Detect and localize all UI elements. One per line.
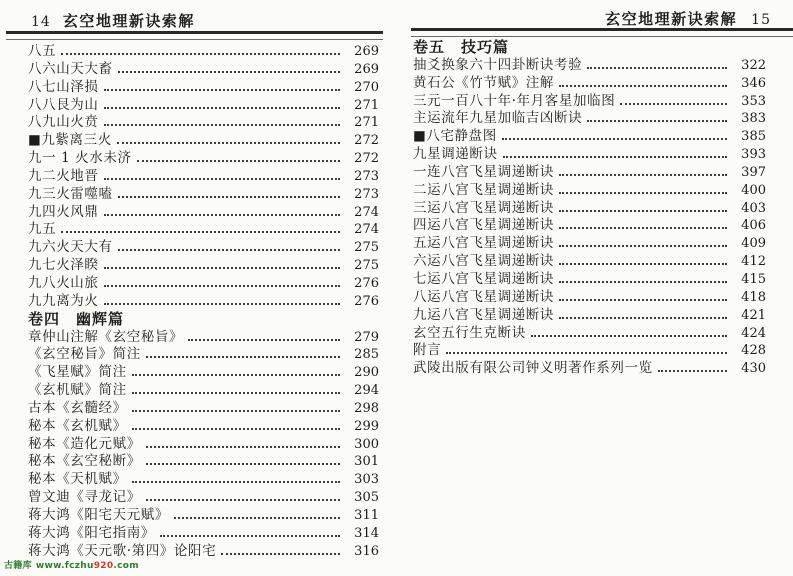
toc-page-number: 294 (354, 383, 379, 399)
toc-entry-title: ■八宅静盘图 (413, 128, 497, 145)
dot-leader (502, 128, 727, 140)
toc-entry-title: 黄石公《竹节赋》注解 (413, 74, 554, 91)
toc-row (28, 186, 379, 204)
toc-entry-title: 秘本《天机赋》 (28, 471, 127, 488)
toc-entry-title: 九八火山旅 (28, 274, 99, 291)
toc-entry-title: 《玄机赋》简注 (28, 382, 127, 399)
toc-row (413, 75, 766, 93)
toc-row (28, 489, 379, 507)
toc-row (28, 79, 379, 97)
toc-row (413, 200, 766, 218)
toc-entry-title: 玄空五行生克断诀 (413, 324, 526, 341)
toc-page-number: 385 (741, 129, 766, 145)
header-rule (411, 28, 793, 37)
toc-page-number: 285 (354, 347, 379, 363)
dot-leader (104, 114, 341, 126)
toc-entry-title: 蒋大鸿《阳宅天元赋》 (28, 506, 169, 523)
toc-page-number: 421 (741, 307, 766, 323)
toc-page-number: 276 (354, 275, 379, 291)
dot-leader (104, 275, 341, 287)
dot-leader (104, 293, 341, 305)
toc-page-number: 279 (354, 329, 379, 345)
dot-leader (132, 400, 340, 412)
dot-leader (559, 271, 727, 283)
dot-leader (104, 168, 341, 180)
watermark-url-suffix: .com (113, 561, 139, 571)
toc-entry-title: 三运八宫飞星调递断诀 (413, 199, 554, 216)
watermark-url-prefix: www.fczhu (35, 561, 94, 571)
dot-leader (559, 75, 727, 87)
toc-page-number: 300 (354, 436, 379, 452)
toc-entry-title: 八五 (28, 43, 57, 59)
dot-leader (174, 507, 340, 519)
toc-row (413, 128, 766, 146)
toc-entry-title: 蒋大鸿《阳宅指南》 (28, 524, 155, 541)
toc-page-number: 311 (354, 507, 379, 523)
toc-entry-title: 七运八宫飞星调递断诀 (413, 270, 554, 287)
toc-page-number: 272 (354, 133, 379, 149)
toc-page-number: 274 (354, 222, 379, 238)
watermark-url-highlight: 920 (93, 561, 114, 571)
toc-row (28, 507, 379, 525)
toc-page-number: 406 (741, 218, 766, 234)
toc-entry-title: 九九离为火 (28, 292, 99, 309)
dot-leader (132, 382, 340, 394)
toc-page-number: 353 (741, 93, 766, 109)
dot-leader (658, 360, 727, 372)
toc-page-number: 403 (741, 200, 766, 216)
page-number: 15 (751, 12, 771, 28)
toc-row (413, 271, 766, 289)
toc-row (413, 182, 766, 200)
dot-leader (118, 61, 340, 73)
toc-entry-title: 主运流年九星加临吉凶断诀 (413, 110, 583, 127)
dot-leader (118, 186, 340, 198)
toc-page-number: 316 (354, 543, 379, 559)
dot-leader (221, 543, 340, 555)
dot-leader (559, 253, 727, 265)
toc-row (413, 217, 766, 235)
toc-page-number: 383 (741, 111, 766, 127)
dot-leader (132, 364, 340, 376)
toc-row (413, 289, 766, 307)
toc-row (28, 453, 379, 471)
dot-leader (559, 217, 727, 229)
dot-leader (117, 132, 340, 144)
dot-leader (587, 57, 727, 69)
toc-entry-title: 古本《玄髓经》 (28, 399, 127, 416)
running-header-right (605, 8, 771, 29)
book-page-left (0, 0, 394, 576)
toc-entry-title: 一连八宫飞星调递断诀 (413, 163, 554, 180)
toc-page-number: 415 (741, 271, 766, 287)
toc-entry-title: 六运八宫飞星调递断诀 (413, 253, 554, 270)
toc-row (413, 325, 766, 343)
toc-row (413, 57, 766, 75)
toc-row (28, 132, 379, 150)
toc-section-header (413, 39, 766, 57)
toc-entry-title: 章仲山注解《玄空秘旨》 (28, 328, 184, 345)
book-title: 玄空地理新诀索解 (62, 12, 195, 30)
dot-leader (61, 221, 340, 233)
dot-leader (104, 257, 341, 269)
toc-page-number: 428 (741, 343, 766, 359)
dot-leader (587, 110, 727, 122)
dot-leader (559, 200, 727, 212)
toc-entry-title: 八六山天大畜 (28, 60, 113, 77)
toc-entry-title: 八七山泽损 (28, 78, 99, 95)
toc-page-number: 430 (741, 361, 766, 377)
toc-entry-title: 九一 1 火水未济 (28, 150, 132, 167)
toc-entry-title: 武陵出版有限公司钟义明著作系列一览 (413, 360, 653, 377)
dot-leader (188, 329, 340, 341)
page-number: 14 (31, 14, 51, 30)
dot-leader (503, 146, 727, 158)
toc-entry-title: 九二火地晋 (28, 167, 99, 184)
toc-row (413, 235, 766, 253)
watermark-site-name: 古籍库 (4, 561, 32, 571)
dot-leader (160, 525, 340, 537)
toc-row (28, 364, 379, 382)
toc-entry-title: 九七火泽睽 (28, 257, 99, 274)
toc-page-number: 322 (741, 57, 766, 73)
toc-page-number: 271 (354, 115, 379, 131)
site-watermark (4, 558, 139, 571)
dot-leader (446, 342, 727, 354)
toc-row (28, 114, 379, 132)
dot-leader (559, 235, 727, 247)
toc-row (28, 239, 379, 257)
toc-row (413, 253, 766, 271)
dot-leader (104, 97, 341, 109)
dot-leader (137, 150, 340, 162)
toc-page-number: 274 (354, 204, 379, 220)
toc-row (28, 382, 379, 400)
toc-row (28, 329, 379, 347)
book-title: 玄空地理新诀索解 (605, 10, 738, 28)
section-title: 卷五 技巧篇 (413, 38, 510, 56)
book-page-right (394, 0, 793, 576)
dot-leader (559, 307, 727, 319)
dot-leader (146, 346, 340, 358)
toc-row (28, 346, 379, 364)
toc-page-number: 275 (354, 258, 379, 274)
toc-page-number: 272 (354, 151, 379, 167)
dot-leader (559, 182, 727, 194)
toc-list-right (413, 39, 766, 378)
toc-entry-title: 八八艮为山 (28, 96, 99, 113)
toc-page-number: 269 (354, 44, 379, 59)
header-rule (6, 31, 383, 40)
dot-leader (104, 79, 341, 91)
toc-row (413, 110, 766, 128)
toc-page-number: 301 (354, 454, 379, 470)
toc-row (28, 418, 379, 436)
toc-row (28, 293, 379, 311)
toc-page-number: 298 (354, 400, 379, 416)
toc-entry-title: 秘本《玄空秘断》 (28, 453, 141, 470)
dot-leader (118, 239, 340, 251)
toc-row (28, 150, 379, 168)
toc-entry-title: 附言 (413, 342, 442, 359)
toc-page-number: 412 (741, 254, 766, 270)
toc-page-number: 275 (354, 240, 379, 256)
toc-entry-title: 五运八宫飞星调递断诀 (413, 235, 554, 252)
toc-page-number: 303 (354, 472, 379, 488)
toc-entry-title: 曾文迪《寻龙记》 (28, 489, 141, 506)
toc-entry-title: 九星调递断诀 (413, 146, 498, 163)
toc-entry-title: 秘本《造化元赋》 (28, 435, 141, 452)
toc-entry-title: ■九紫离三火 (28, 132, 112, 149)
toc-section-header (28, 311, 379, 329)
section-title: 卷四 幽辉篇 (28, 309, 125, 328)
toc-row (28, 257, 379, 275)
toc-row (28, 168, 379, 186)
toc-row (413, 307, 766, 325)
toc-page-number: 305 (354, 490, 379, 506)
dot-leader (132, 471, 340, 483)
toc-row (413, 342, 766, 360)
toc-page-number: 269 (354, 61, 379, 77)
toc-row (413, 93, 766, 111)
toc-row (28, 400, 379, 418)
toc-page-number: 400 (741, 182, 766, 198)
dot-leader (146, 453, 340, 465)
toc-entry-title: 九五 (28, 221, 57, 238)
toc-page-number: 276 (354, 293, 379, 309)
toc-page-number: 314 (354, 525, 379, 541)
running-header-left (31, 10, 195, 31)
toc-entry-title: 秘本《玄机赋》 (28, 417, 127, 434)
toc-entry-title: 三元一百八十年·年月客星加临图 (413, 92, 616, 109)
toc-row (28, 525, 379, 543)
dot-leader (531, 325, 727, 337)
toc-entry-title: 《玄空秘旨》简注 (28, 346, 141, 363)
dot-leader (61, 43, 340, 55)
toc-page-number: 271 (354, 97, 379, 113)
toc-page-number: 418 (741, 289, 766, 305)
toc-entry-title: 九六火天大有 (28, 239, 113, 256)
toc-row (413, 360, 766, 378)
toc-page-number: 273 (354, 186, 379, 202)
toc-page-number: 397 (741, 164, 766, 180)
toc-entry-title: 抽爻换象六十四卦断诀考验 (413, 56, 583, 73)
toc-page-number: 299 (354, 418, 379, 434)
toc-entry-title: 九运八宫飞星调递断诀 (413, 306, 554, 323)
dot-leader (559, 289, 727, 301)
toc-entry-title: 蒋大鸿《天元歌·第四》论阳宅 (28, 542, 217, 559)
toc-entry-title: 二运八宫飞星调递断诀 (413, 181, 554, 198)
toc-row (28, 471, 379, 489)
toc-row (28, 436, 379, 454)
toc-row (413, 164, 766, 182)
toc-entry-title: 九四火风鼎 (28, 203, 99, 220)
toc-page-number: 424 (741, 325, 766, 341)
toc-row (413, 146, 766, 164)
toc-page-number: 270 (354, 79, 379, 95)
dot-leader (559, 164, 727, 176)
toc-row (28, 275, 379, 293)
toc-entry-title: 九三火雷噬嗑 (28, 185, 113, 202)
toc-page-number: 346 (741, 75, 766, 91)
toc-row (28, 43, 379, 61)
dot-leader (104, 204, 341, 216)
toc-row (28, 97, 379, 115)
dot-leader (146, 489, 340, 501)
toc-page-number: 409 (741, 236, 766, 252)
toc-page-number: 393 (741, 147, 766, 163)
toc-row (28, 204, 379, 222)
toc-entry-title: 八九山火贲 (28, 114, 99, 131)
toc-entry-title: 四运八宫飞星调递断诀 (413, 217, 554, 234)
dot-leader (620, 93, 727, 105)
dot-leader (132, 418, 340, 430)
toc-entry-title: 《飞星赋》简注 (28, 364, 127, 381)
toc-row (28, 61, 379, 79)
toc-entry-title: 八运八宫飞星调递断诀 (413, 288, 554, 305)
dot-leader (146, 436, 340, 448)
toc-page-number: 273 (354, 168, 379, 184)
toc-list-left (28, 43, 379, 560)
toc-page-number: 290 (354, 365, 379, 381)
toc-row (28, 221, 379, 239)
